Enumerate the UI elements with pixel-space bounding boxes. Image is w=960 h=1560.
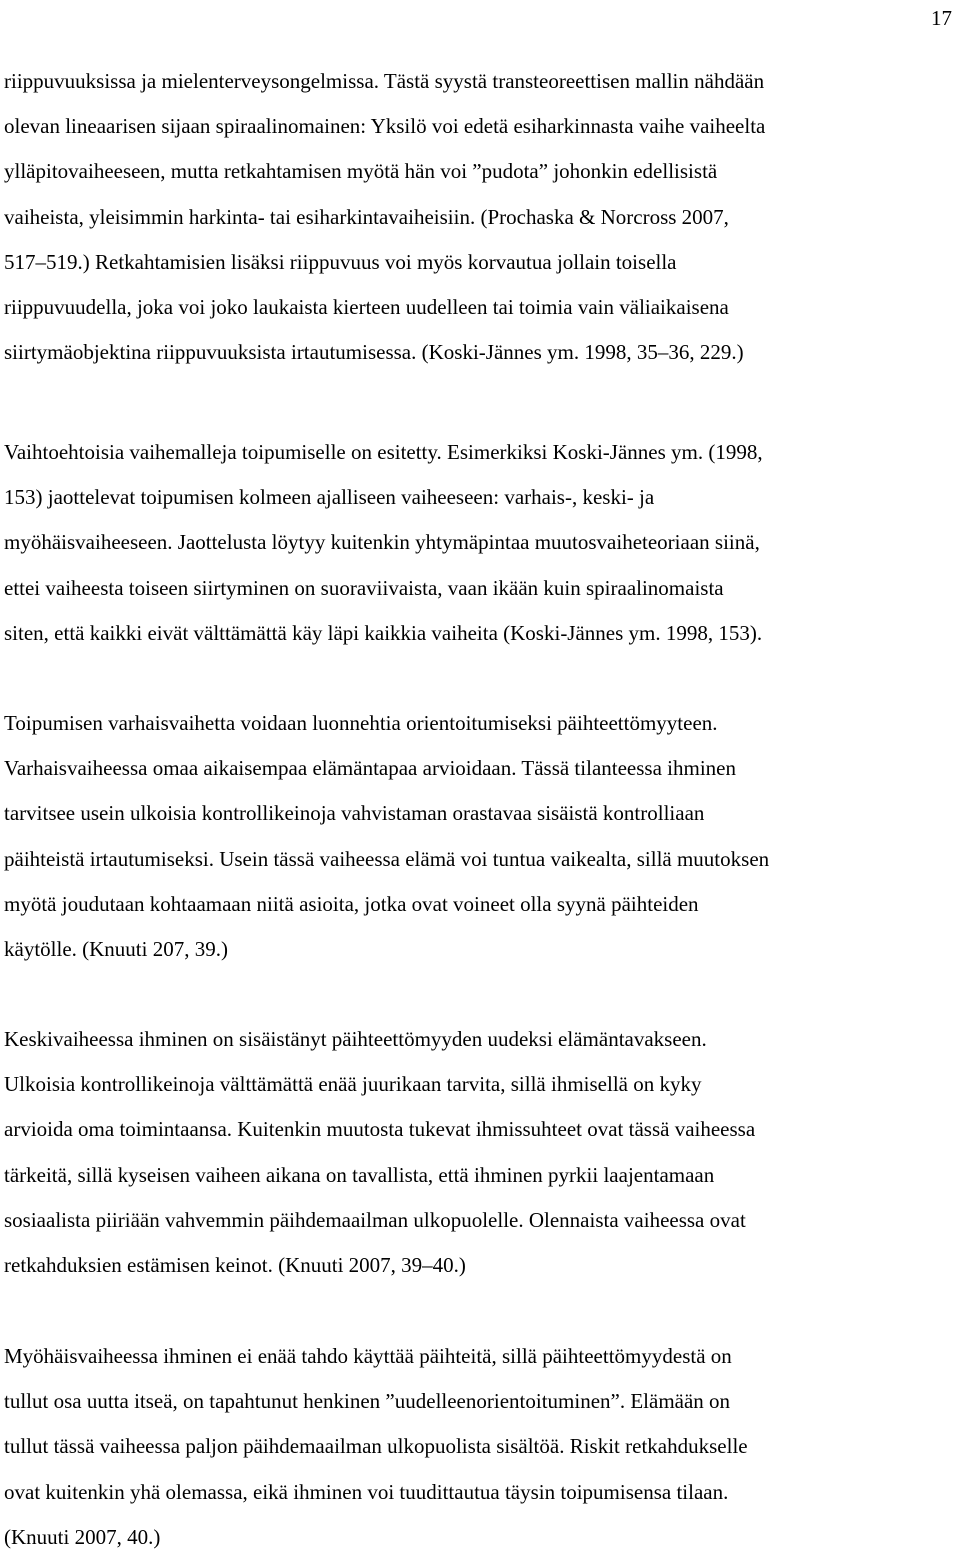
text-line: myöhäisvaiheeseen. Jaottelusta löytyy kuitenkin yhtymäpintaa muutosvaiheteoriaan siinä, <box>4 530 760 555</box>
text-line: Vaihtoehtoisia vaihemalleja toipumiselle on esitetty. Esimerkiksi Koski-Jännes ym. (1998, <box>4 440 763 464</box>
text-line: tullut osa uutta itseä, on tapahtunut henkinen ”uudelleenorientoituminen”. Elämään on <box>4 1389 731 1414</box>
text-line: Keskivaiheessa ihminen on sisäistänyt päihteettömyyden uudeksi elämäntavakseen. <box>4 1027 707 1051</box>
text-line: tarvitsee usein ulkoisia kontrollikeinoja vahvistaman orastavaa sisäistä kontrolliaan <box>4 801 705 826</box>
text-line: riippuvuudella, joka voi joko laukaista kierteen uudelleen tai toimia vain väliaikaisena <box>4 294 729 319</box>
text-line: Varhaisvaiheessa omaa aikaisempaa elämäntapaa arvioidaan. Tässä tilanteessa ihminen <box>4 756 736 781</box>
text-line: tullut tässä vaiheessa paljon päihdemaailman ulkopuolista sisältöä. Riskit retkahdukselle <box>4 1434 748 1459</box>
text-line: siirtymäobjektina riippuvuuksista irtautumisessa. (Koski-Jännes ym. 1998, 35–36, 229.) <box>4 340 744 365</box>
paragraph-1 <box>4 59 958 375</box>
text-line: olevan lineaarisen sijaan spiraalinomainen: Yksilö voi edetä esiharkinnasta vaihe vaiheelta <box>4 114 766 139</box>
paragraph-4 <box>4 1017 958 1288</box>
text-line: retkahduksien estämisen keinot. (Knuuti 2007, 39–40.) <box>4 1252 466 1277</box>
text-line: päihteistä irtautumiseksi. Usein tässä vaiheessa elämä voi tuntua vaikealta, sillä muutoksen <box>4 846 770 871</box>
text-line: arvioida oma toimintaansa. Kuitenkin muutosta tukevat ihmissuhteet ovat tässä vaiheessa <box>4 1117 756 1142</box>
text-line: käytölle. (Knuuti 207, 39.) <box>4 936 228 961</box>
text-line: siten, että kaikki eivät välttämättä käy läpi kaikkia vaiheita (Koski-Jännes ym. 1998, 153). <box>4 620 763 645</box>
text-line: vaiheista, yleisimmin harkinta- tai esiharkintavaiheisiin. (Prochaska & Norcross 2007, <box>4 204 729 229</box>
paragraph-5 <box>4 1334 958 1560</box>
text-line: Ulkoisia kontrollikeinoja välttämättä enää juurikaan tarvita, sillä ihmisellä on kyky <box>4 1072 702 1097</box>
page-number: 17 <box>931 6 952 30</box>
text-line: ylläpitovaiheeseen, mutta retkahtamisen myötä hän voi ”pudota” johonkin edellisistä <box>4 159 718 184</box>
text-line: Myöhäisvaiheessa ihminen ei enää tahdo käyttää päihteitä, sillä päihteettömyydestä on <box>4 1344 732 1368</box>
text-line: 153) jaottelevat toipumisen kolmeen ajalliseen vaiheeseen: varhais-, keski- ja <box>4 485 655 510</box>
text-line: ovat kuitenkin yhä olemassa, eikä ihminen voi tuudittautua täysin toipumisensa tilaan. <box>4 1479 729 1504</box>
text-line: (Knuuti 2007, 40.) <box>4 1524 161 1549</box>
text-line: tärkeitä, sillä kyseisen vaiheen aikana on tavallista, että ihminen pyrkii laajentamaan <box>4 1162 715 1187</box>
text-line: 517–519.) Retkahtamisien lisäksi riippuvuus voi myös korvautua jollain toisella <box>4 249 677 274</box>
text-line: ettei vaiheesta toiseen siirtyminen on suoraviivaista, vaan ikään kuin spiraalinomaista <box>4 575 724 600</box>
paragraph-2 <box>4 430 958 656</box>
text-line: Toipumisen varhaisvaihetta voidaan luonnehtia orientoitumiseksi päihteettömyyteen. <box>4 711 718 735</box>
text-line: myötä joudutaan kohtaamaan niitä asioita, jotka ovat voineet olla syynä päihteiden <box>4 891 699 916</box>
text-line: riippuvuuksissa ja mielenterveysongelmissa. Tästä syystä transteoreettisen mallin nähdään <box>4 69 765 93</box>
paragraph-3 <box>4 701 958 972</box>
text-line: sosiaalista piiriään vahvemmin päihdemaailman ulkopuolelle. Olennaista vaiheessa ovat <box>4 1207 746 1232</box>
